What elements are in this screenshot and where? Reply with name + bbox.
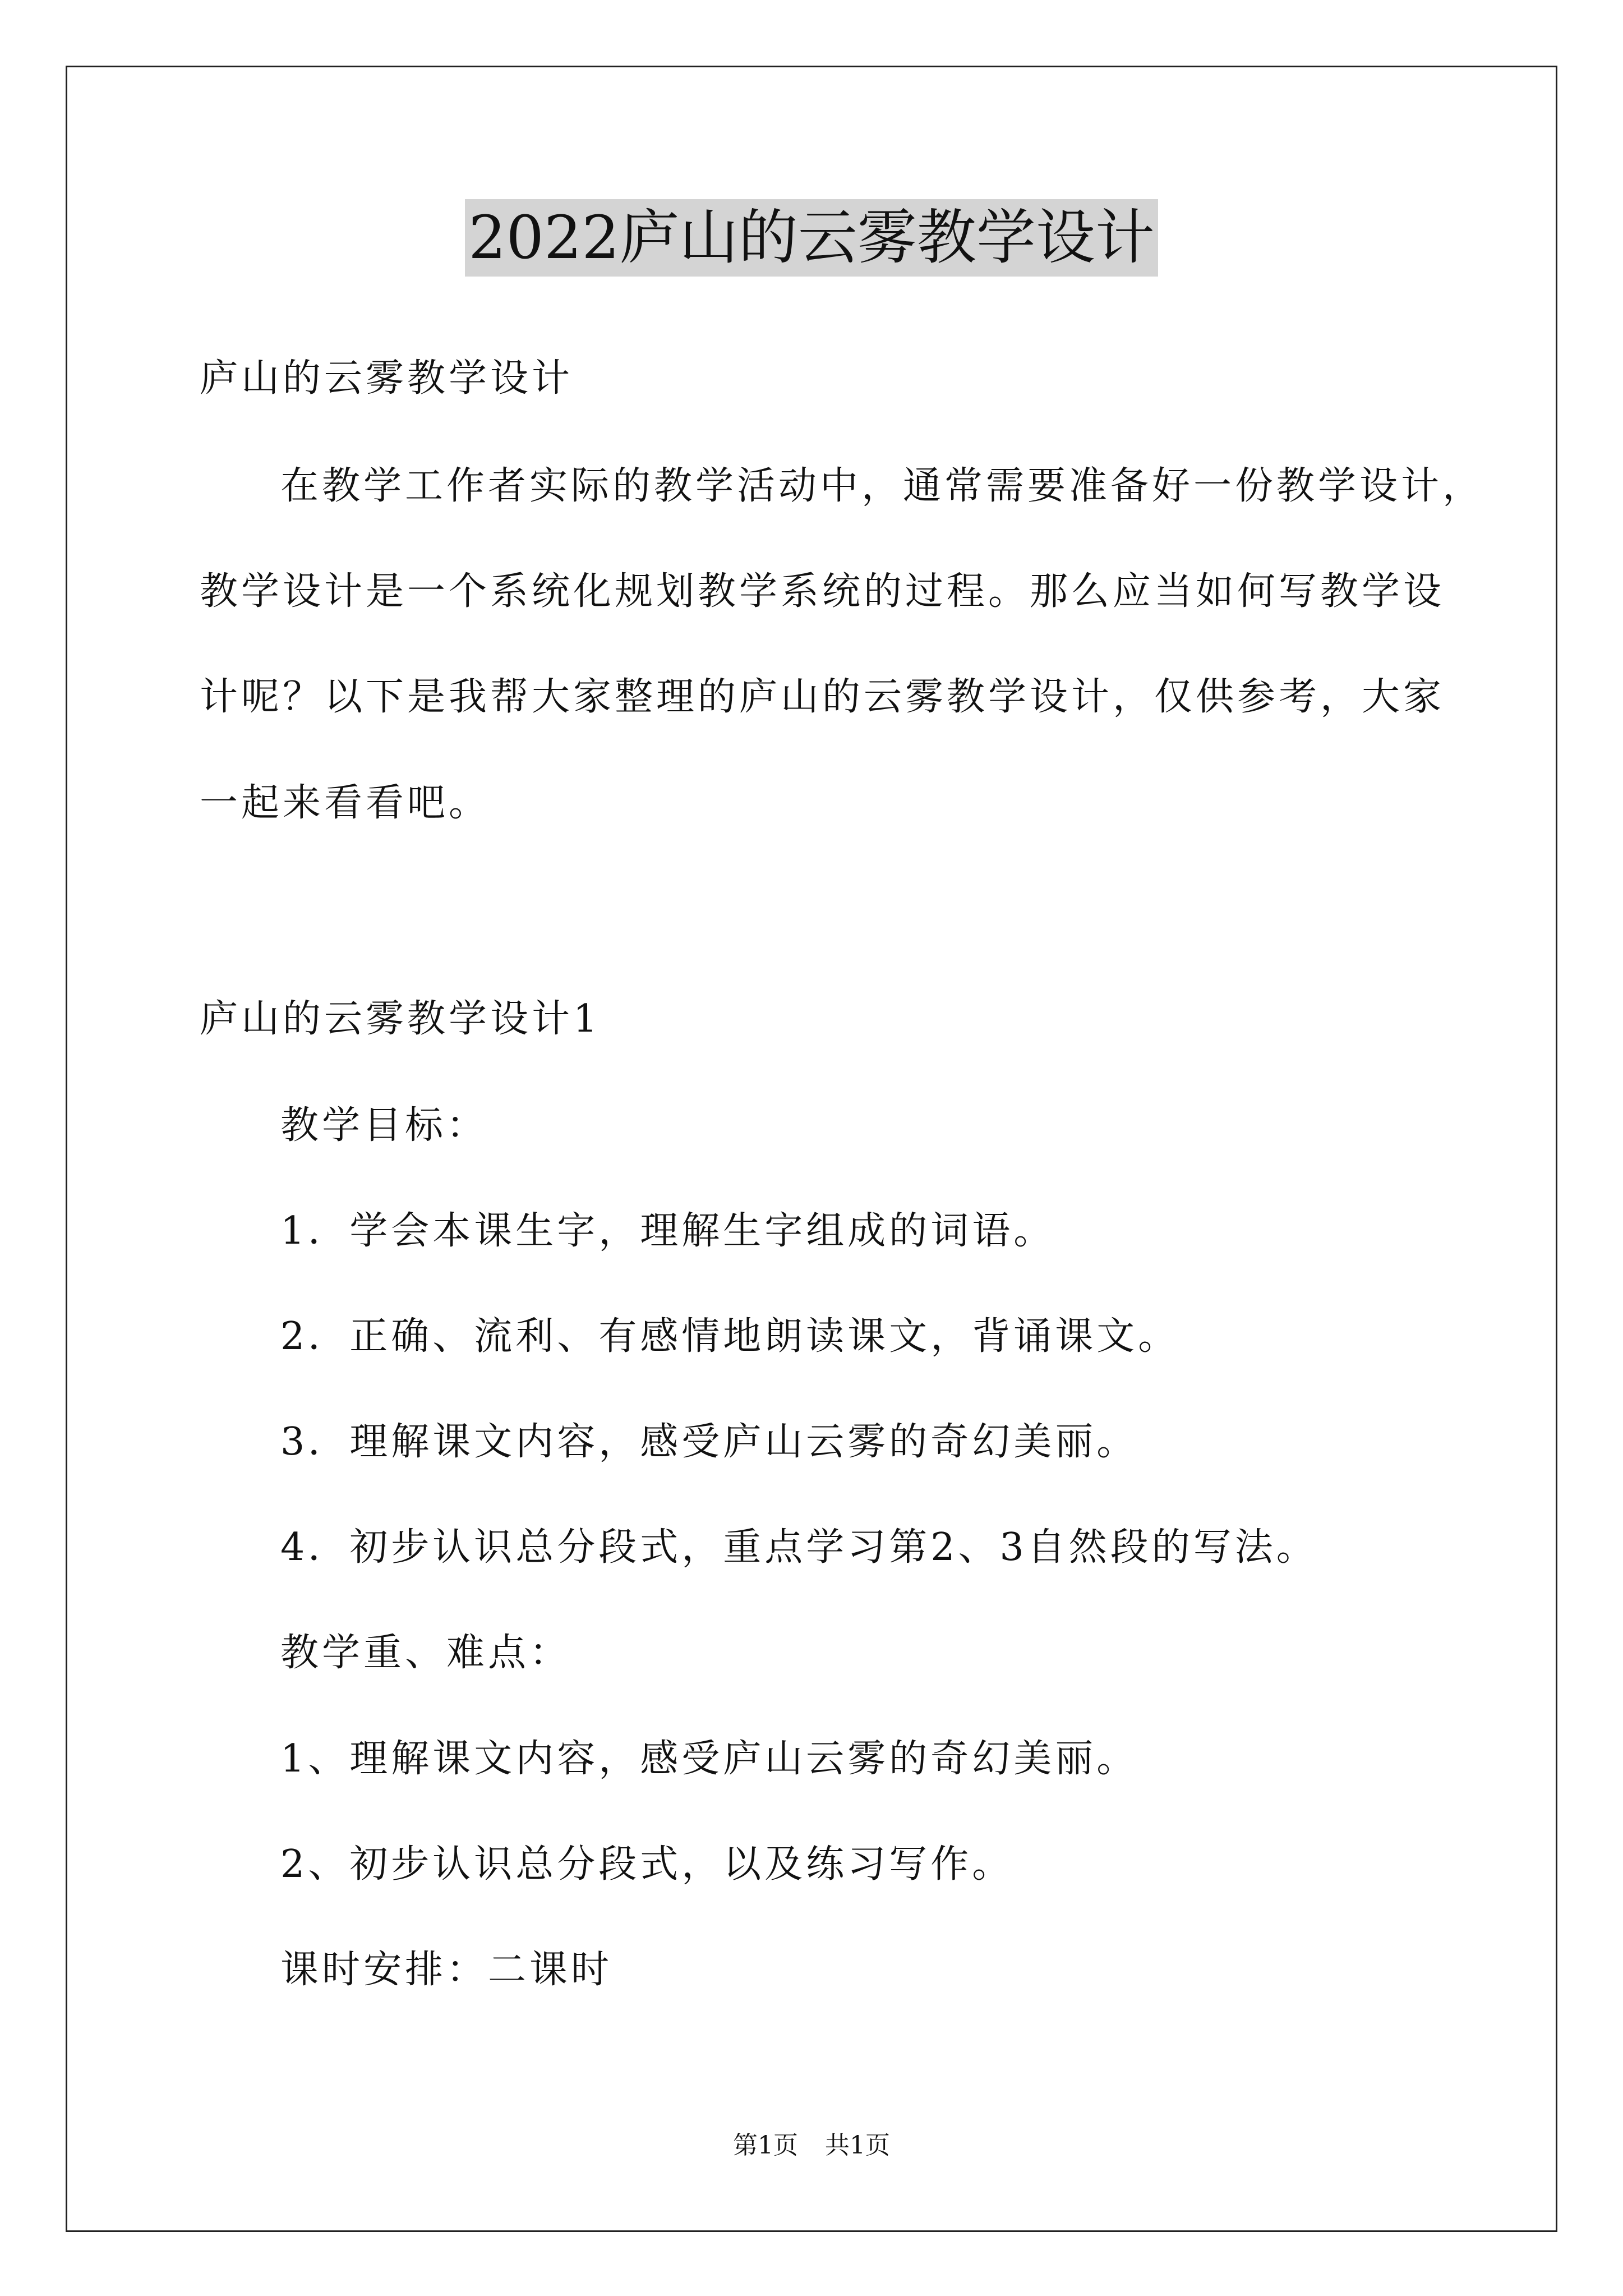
intro-line-1: 在教学工作者实际的教学活动中，通常需要准备好一份教学设计， (280, 464, 1484, 508)
document-title: 2022庐山的云雾教学设计 (465, 199, 1158, 277)
key-point-item-1: 1、理解课文内容，感受庐山云雾的奇幻美丽。 (280, 1737, 1138, 1781)
subtitle-line: 庐山的云雾教学设计 (200, 356, 574, 401)
intro-line-4: 一起来看看吧。 (200, 781, 491, 825)
page-footer (0, 2129, 1623, 2162)
objective-item-1: 1．学会本课生字，理解生字组成的词语。 (280, 1209, 1055, 1253)
schedule-line: 课时安排：二课时 (280, 1948, 613, 1992)
intro-line-3: 计呢？以下是我帮大家整理的庐山的云雾教学设计，仅供参考，大家 (200, 675, 1445, 719)
objective-item-4: 4．初步认识总分段式，重点学习第2、3自然段的写法。 (280, 1525, 1318, 1570)
key-point-item-2: 2、初步认识总分段式，以及练习写作。 (280, 1842, 1014, 1887)
intro-line-2: 教学设计是一个系统化规划教学系统的过程。那么应当如何写教学设 (200, 569, 1445, 614)
page-number: 第1页 (733, 2131, 798, 2160)
objectives-heading: 教学目标： (280, 1103, 488, 1148)
section-heading: 庐山的云雾教学设计1 (200, 997, 601, 1041)
objective-item-3: 3．理解课文内容，感受庐山云雾的奇幻美丽。 (280, 1420, 1138, 1464)
key-points-heading: 教学重、难点： (280, 1631, 571, 1675)
page-total: 共1页 (825, 2131, 890, 2160)
title-container (0, 199, 1623, 277)
objective-item-2: 2．正确、流利、有感情地朗读课文，背诵课文。 (280, 1314, 1180, 1359)
